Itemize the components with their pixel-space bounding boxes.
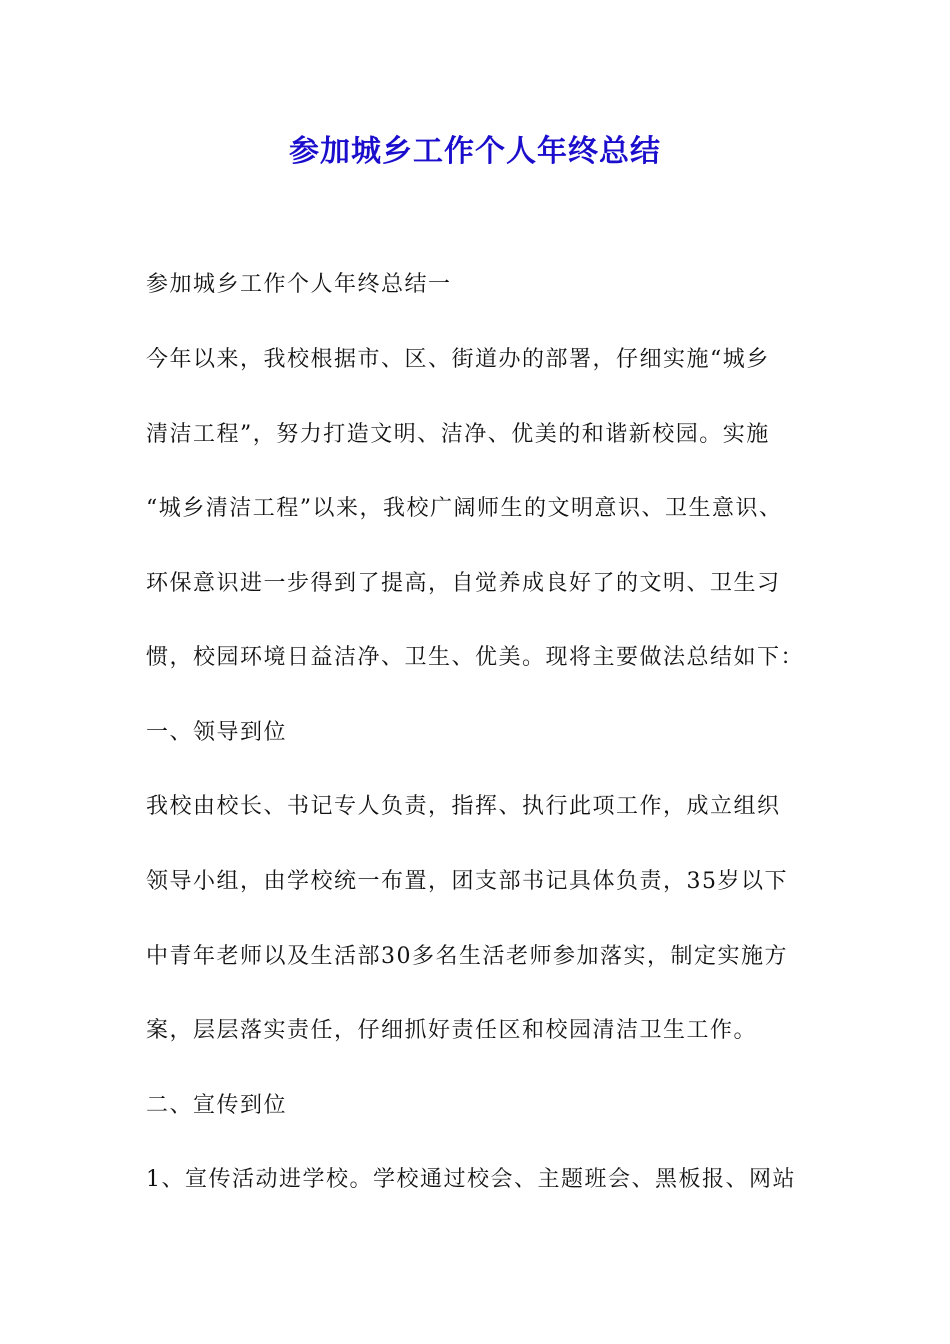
paragraph-line: 惯，校园环境日益洁净、卫生、优美。现将主要做法总结如下： — [146, 645, 805, 670]
paragraph-line: 1、宣传活动进学校。学校通过校会、主题班会、黑板报、网站 — [146, 1167, 796, 1192]
paragraph-line: 中青年老师以及生活部30多名生活老师参加落实，制定实施方 — [146, 944, 788, 969]
paragraph-line: 领导小组，由学校统一布置，团支部书记具体负责，35岁以下 — [146, 869, 788, 894]
subsection-heading: 二、宣传到位 — [146, 1093, 288, 1118]
paragraph-line: 清洁工程”，努力打造文明、洁净、优美的和谐新校园。实施 — [146, 422, 770, 447]
subsection-heading: 一、领导到位 — [146, 720, 288, 745]
paragraph-line: 环保意识进一步得到了提高，自觉养成良好了的文明、卫生习 — [146, 571, 781, 596]
paragraph-line: 案，层层落实责任，仔细抓好责任区和校园清洁卫生工作。 — [146, 1018, 758, 1043]
paragraph-line: 今年以来，我校根据市、区、街道办的部署，仔细实施“城乡 — [146, 347, 770, 372]
paragraph-line: 我校由校长、书记专人负责，指挥、执行此项工作，成立组织 — [146, 794, 781, 819]
section-heading: 参加城乡工作个人年终总结一 — [146, 272, 452, 297]
document-title: 参加城乡工作个人年终总结 — [289, 134, 661, 169]
paragraph-line: “城乡清洁工程”以来，我校广阔师生的文明意识、卫生意识、 — [146, 496, 783, 521]
